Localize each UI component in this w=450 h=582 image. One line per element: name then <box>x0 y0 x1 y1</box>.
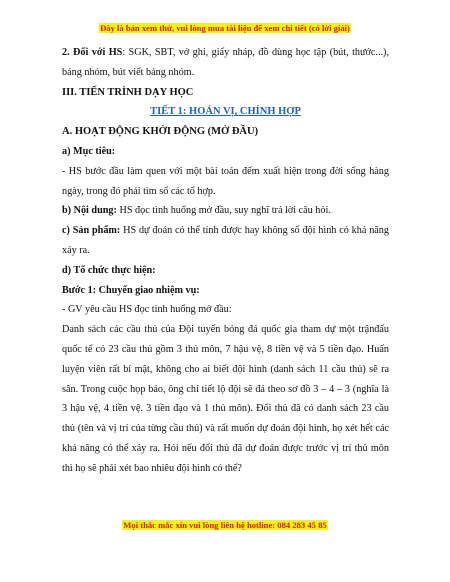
product-label: c) Sản phẩm: <box>62 225 121 237</box>
materials-text: : SGK, SBT, vở ghi, giấy nháp, đồ dùng học tập (bút, thước...), bảng nhóm, bút viết bảng nhóm. <box>62 47 390 78</box>
organization-label: d) Tổ chức thực hiện: <box>62 264 156 276</box>
content-label: b) Nội dung: <box>62 205 117 217</box>
teacher-instruction: - GV yêu cầu HS đọc tình huống mở đầu: <box>62 304 232 316</box>
hotline-banner-text: Mọi thắc mắc xin vui lòng liên hệ hotline: 084 283 45 85 <box>123 520 327 530</box>
hotline-banner <box>0 520 450 530</box>
content-paragraph <box>62 201 389 221</box>
situation-text: Danh sách các cầu thủ của Đội tuyển bóng đá quốc gia tham dự một trậnđấu quốc tế có 23 cầu thủ gồm 3 thủ môn, 7 hậu vệ, 8 tiền vệ và 5 tiền đạo. Huấn luyện viên rất bí mật, không cho ai biết đội hình (danh sách 11 cầu thủ) sẽ ra sân. Trong cuộc họp báo, ông chỉ tiết lộ đội sẽ đá theo sơ đồ 3 – 4 – 3 (nghĩa là 3 hậu vệ, 4 tiền vệ. 3 tiền đạo và 1 thủ môn). Đối thủ đã có danh sách 23 cầu thủ (tên và vị trí của từng cầu thủ) và rất muốn dự đoán đội hình, họ xét hết các khả năng có thể xảy ra. Hỏi nếu đối thủ đã dự đoán được trước vị trí thủ môn thì họ sẽ phải xét bao nhiêu đội hình có thể? <box>62 324 389 474</box>
section-heading: III. TIẾN TRÌNH DẠY HỌC <box>62 86 194 98</box>
product-paragraph <box>62 221 389 261</box>
preview-banner <box>0 23 450 33</box>
content-text: HS đọc tình huống mở đầu, suy nghĩ trả lời câu hỏi. <box>116 205 331 217</box>
step1-label: Bước 1: Chuyển giao nhiệm vụ: <box>62 284 200 296</box>
preview-banner-text: Đây là bản xem thử, vui lòng mua tài liệu để xem chi tiết (có lời giải) <box>100 23 350 33</box>
objective-label: a) Mục tiêu: <box>62 145 116 157</box>
document-body <box>62 43 389 479</box>
activity-heading: A. HOẠT ĐỘNG KHỞI ĐỘNG (MỞ ĐẦU) <box>62 126 259 138</box>
objective-text: - HS bước đầu làm quen với một bài toán đếm xuất hiện trong đời sống hàng ngày, trong đó phải tìm số các tổ hợp. <box>62 165 389 197</box>
paragraph-materials <box>62 43 389 83</box>
materials-label: 2. Đối với HS <box>62 47 123 58</box>
lesson-title: TIẾT 1: HOÁN VỊ, CHỈNH HỢP <box>150 106 301 118</box>
product-text: HS dự đoán có thể tính được hay không số đội hình có khả năng xảy ra. <box>62 225 389 256</box>
